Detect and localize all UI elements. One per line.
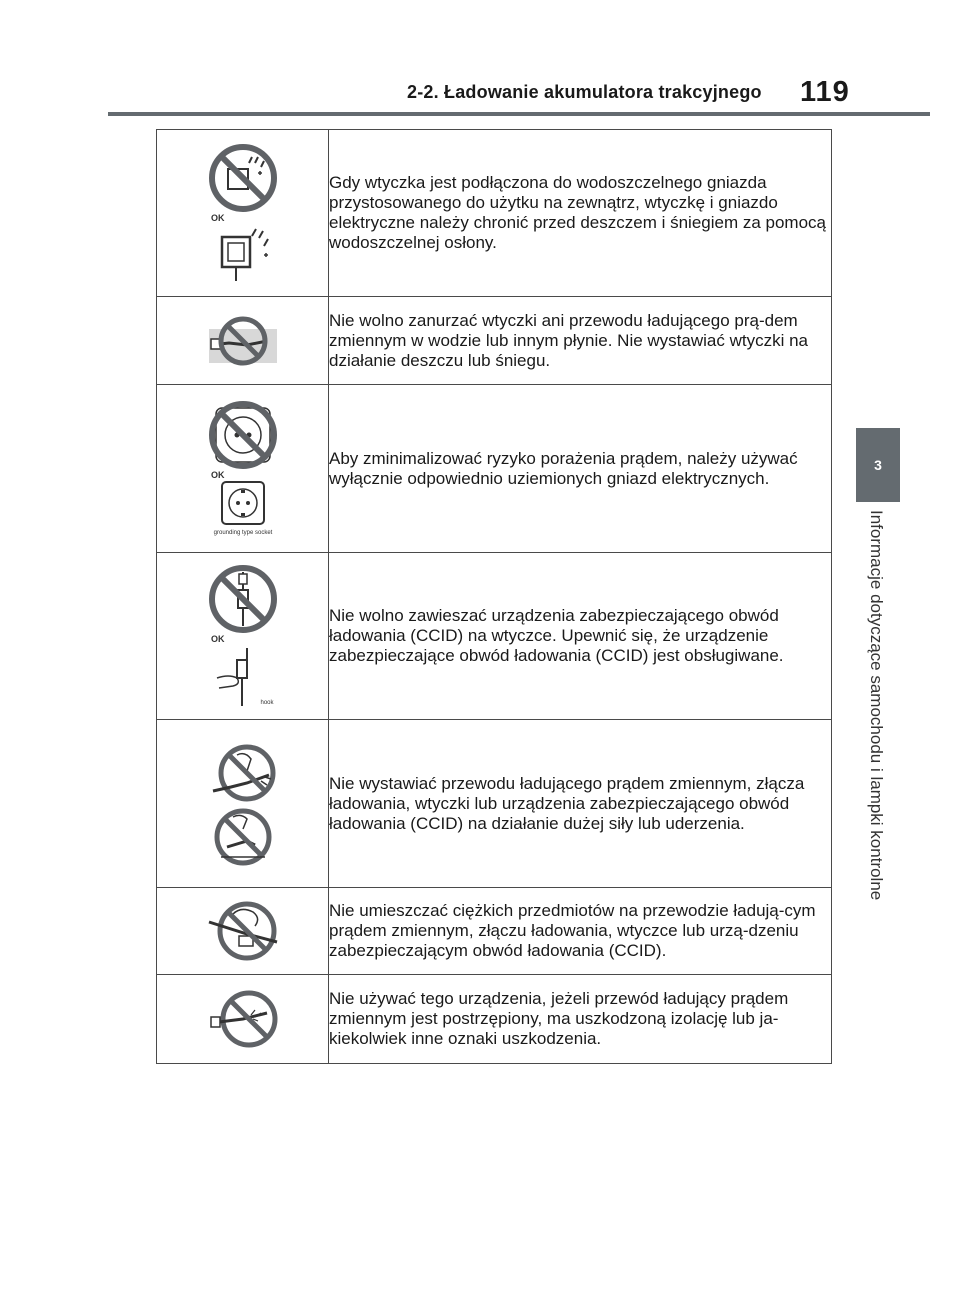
instruction-text: Nie umieszczać ciężkich przedmiotów na przewodzie ładują-cym prądem zmiennym, złączu ładowania, wtyczce lub urzą-dzeniu zabezpieczającym obwód ładowania (CCID). [329, 888, 832, 975]
figure-caption: grounding type socket [213, 529, 272, 536]
instruction-text: Aby zminimalizować ryzyko porażenia prądem, należy używać wyłącznie odpowiednio uziemionych gniazd elektrycznych. [329, 385, 832, 553]
header-divider [108, 112, 930, 116]
instruction-text: Nie wystawiać przewodu ładującego prądem zmiennym, złącza ładowania, wtyczki lub urządzenia zabezpieczającego obwód ładowania (CCID) na działanie dużej siły lub uderzenia. [329, 720, 832, 888]
drop-prohibited-icon [207, 805, 279, 867]
heavy-object-prohibited-icon [207, 900, 279, 962]
rain-snow-prohibited-icon [208, 143, 278, 213]
chapter-tab[interactable]: 3 [856, 428, 900, 502]
instruction-text: Gdy wtyczka jest podłączona do wodoszczelnego gniazda przystosowanego do użytku na zewnątrz, wtyczkę i gniazdo elektryczne należy chronić przed deszczem i śniegiem za pomocą wodoszczelnej osłony. [329, 130, 832, 297]
illustration-cell [157, 130, 329, 297]
chapter-title-vertical: Informacje dotyczące samochodu i lampki kontrolne [867, 510, 886, 901]
impact-prohibited-icon [207, 741, 279, 805]
ok-label: OK [211, 634, 225, 644]
table-row [157, 553, 832, 720]
table-row [157, 975, 832, 1064]
table-row [157, 297, 832, 385]
section-title: 2-2. Ładowanie akumulatora trakcyjnego [407, 82, 762, 102]
table-row [157, 385, 832, 553]
instruction-text: Nie wolno zanurzać wtyczki ani przewodu ładującego prą-dem zmiennym w wodzie lub innym płynie. Nie wystawiać wtyczki na działanie deszczu lub śniegu. [329, 297, 832, 385]
figure-caption: hook [259, 700, 274, 706]
ok-label: OK [211, 469, 225, 480]
ok-label: OK [211, 213, 225, 223]
illustration-cell [157, 553, 329, 720]
damaged-cable-prohibited-icon [207, 989, 279, 1049]
illustration-cell [157, 297, 329, 385]
no-submerge-icon [207, 315, 279, 367]
table-row [157, 720, 832, 888]
ungrounded-socket-prohibited-icon [208, 400, 278, 470]
illustration-cell [157, 888, 329, 975]
table-row [157, 130, 832, 297]
hanging-ccid-prohibited-icon [208, 564, 278, 634]
instruction-text: Nie wolno zawieszać urządzenia zabezpieczającego obwód ładowania (CCID) na wtyczce. Upewnić się, że urządzenie zabezpieczające obwód ładowania (CCID) jest obsługiwane. [329, 553, 832, 720]
safety-instructions-table [156, 129, 832, 1064]
illustration-cell [157, 385, 329, 553]
illustration-cell [157, 975, 329, 1064]
table-row [157, 888, 832, 975]
ccid-on-hook-ok-icon [203, 644, 283, 708]
waterproof-cover-ok-icon [208, 223, 278, 283]
illustration-cell [157, 720, 329, 888]
grounding-socket-ok-icon [208, 480, 278, 538]
page-number: 119 [800, 76, 850, 108]
instruction-text: Nie używać tego urządzenia, jeżeli przewód ładujący prądem zmiennym jest postrzępiony, ma uszkodzoną izolację lub ja-kiekolwiek inne oznaki uszkodzenia. [329, 975, 832, 1064]
